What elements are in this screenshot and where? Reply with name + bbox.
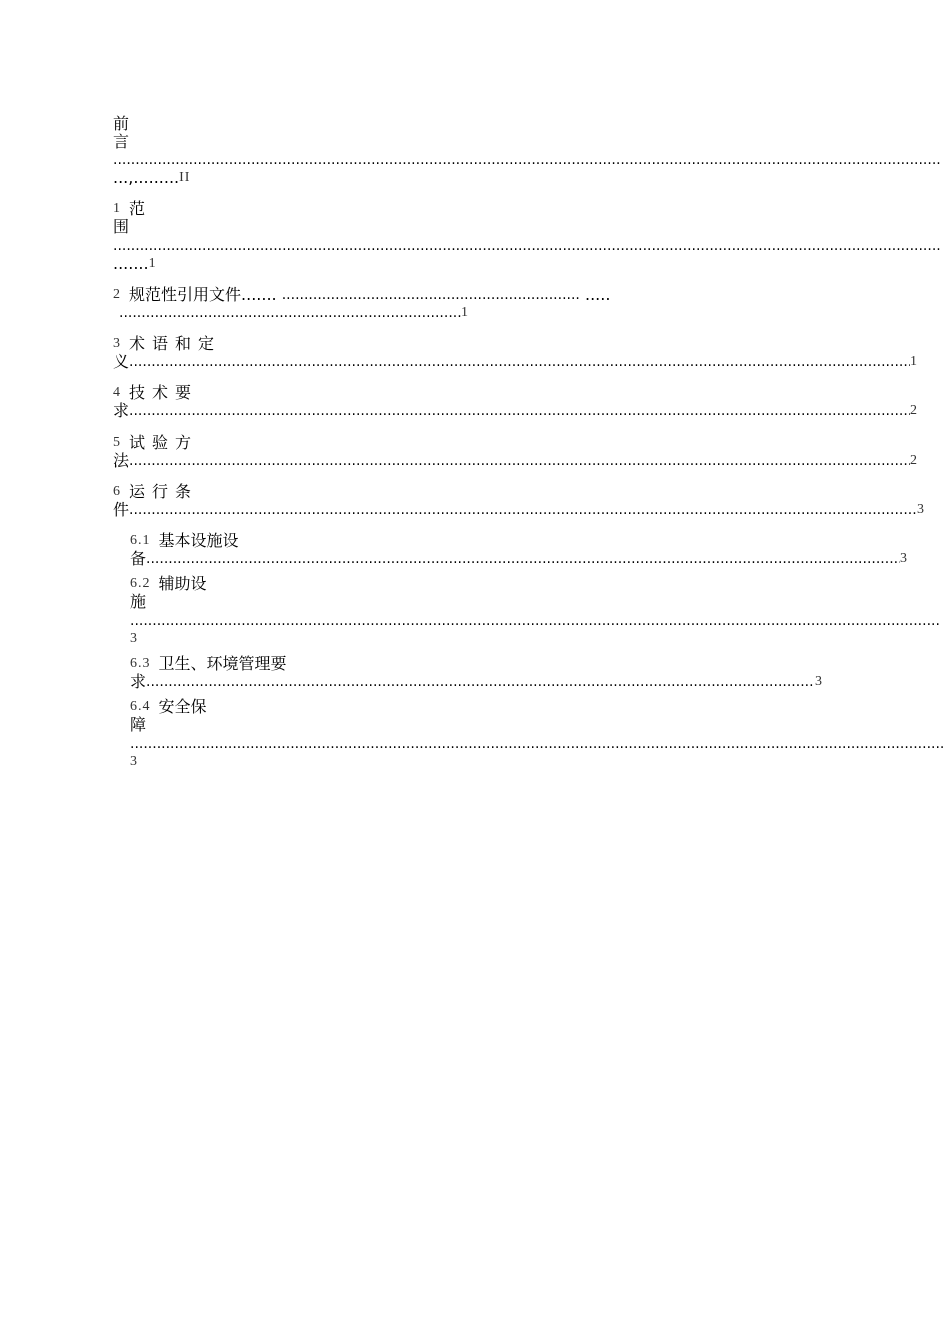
section-number: 6.1 bbox=[130, 533, 151, 548]
toc-title-line bbox=[130, 532, 239, 550]
dot-leader bbox=[129, 501, 917, 519]
toc-title: 范 bbox=[129, 199, 146, 218]
page-number: 3 bbox=[815, 674, 823, 689]
section-number: 6 bbox=[113, 484, 121, 499]
toc-page-line bbox=[119, 304, 469, 322]
dot-leader bbox=[119, 304, 461, 322]
toc-title: 术语和定 bbox=[129, 334, 222, 353]
toc-title: 障 bbox=[130, 715, 147, 734]
dot-leader bbox=[129, 452, 910, 470]
page-number: 1 bbox=[461, 305, 469, 320]
dot-leader bbox=[113, 237, 940, 255]
dot-leader bbox=[146, 673, 815, 691]
section-number: 6.3 bbox=[130, 656, 151, 671]
dot-leader: ..... bbox=[584, 285, 611, 304]
dot-leader: ....... bbox=[241, 285, 277, 304]
toc-title: 试验方 bbox=[129, 433, 199, 452]
page-number: 2 bbox=[910, 453, 918, 468]
toc-title-line bbox=[113, 384, 198, 402]
page-number: 2 bbox=[910, 403, 918, 418]
toc-page-line bbox=[113, 402, 918, 420]
toc-title: 技术要 bbox=[129, 383, 199, 402]
toc-title-line bbox=[113, 434, 198, 452]
toc-page-line bbox=[113, 255, 157, 273]
dot-leader bbox=[129, 353, 910, 371]
toc-title-line bbox=[113, 335, 221, 353]
section-number: 1 bbox=[113, 201, 121, 216]
dot-leader: ................................................................... bbox=[281, 287, 580, 303]
toc-title: 规范性引用文件 bbox=[129, 285, 242, 304]
dot-leader bbox=[130, 612, 940, 630]
dot-leader: ...,......... bbox=[113, 168, 180, 187]
dot-leader bbox=[130, 735, 945, 753]
toc-page-line bbox=[113, 501, 925, 519]
toc-title: 求 bbox=[130, 672, 147, 691]
toc-page-line bbox=[113, 353, 918, 371]
section-number: 2 bbox=[113, 287, 121, 302]
dot-leader bbox=[129, 402, 910, 420]
toc-title: 基本设施设 bbox=[158, 531, 239, 550]
toc-title-line bbox=[113, 483, 198, 501]
toc-title: 前 bbox=[113, 114, 130, 133]
section-number: 5 bbox=[113, 435, 121, 450]
page-number: 1 bbox=[910, 354, 918, 369]
page-number: II bbox=[179, 170, 191, 185]
toc-title-line bbox=[130, 575, 207, 593]
page-number: 3 bbox=[900, 551, 908, 566]
toc-title: 卫生、环境管理要 bbox=[158, 654, 287, 673]
dot-leader bbox=[113, 151, 940, 169]
toc-title: 义 bbox=[113, 352, 130, 371]
toc-title: 施 bbox=[130, 592, 147, 611]
section-number: 4 bbox=[113, 385, 121, 400]
page-number: 3 bbox=[917, 502, 925, 517]
toc-title: 安全保 bbox=[158, 697, 207, 716]
section-number: 3 bbox=[113, 336, 121, 351]
page-number: 3 bbox=[130, 631, 138, 646]
toc-title: 求 bbox=[113, 401, 130, 420]
toc-title-line bbox=[113, 200, 145, 218]
dot-leader bbox=[146, 550, 900, 568]
toc-page-line bbox=[113, 169, 190, 187]
toc-page-line bbox=[113, 452, 918, 470]
toc-title: 言 bbox=[113, 132, 130, 151]
page-line bbox=[130, 630, 138, 648]
toc-title: 法 bbox=[113, 451, 130, 470]
toc-title: 备 bbox=[130, 549, 147, 568]
toc-title-line bbox=[130, 655, 287, 673]
toc-title-line bbox=[113, 286, 610, 304]
dot-leader: ....... bbox=[113, 254, 149, 273]
toc-title: 运行条 bbox=[129, 482, 199, 501]
toc-title: 围 bbox=[113, 217, 130, 236]
toc-page-line bbox=[130, 673, 823, 691]
toc-title: 件 bbox=[113, 500, 130, 519]
page-number: 3 bbox=[130, 754, 138, 769]
page-number: 1 bbox=[148, 256, 157, 271]
section-number: 6.2 bbox=[130, 576, 151, 591]
toc-title-line bbox=[130, 698, 207, 716]
toc-title: 辅助设 bbox=[158, 574, 207, 593]
section-number: 6.4 bbox=[130, 699, 151, 714]
page-line bbox=[130, 753, 138, 771]
toc-page-line bbox=[130, 550, 908, 568]
